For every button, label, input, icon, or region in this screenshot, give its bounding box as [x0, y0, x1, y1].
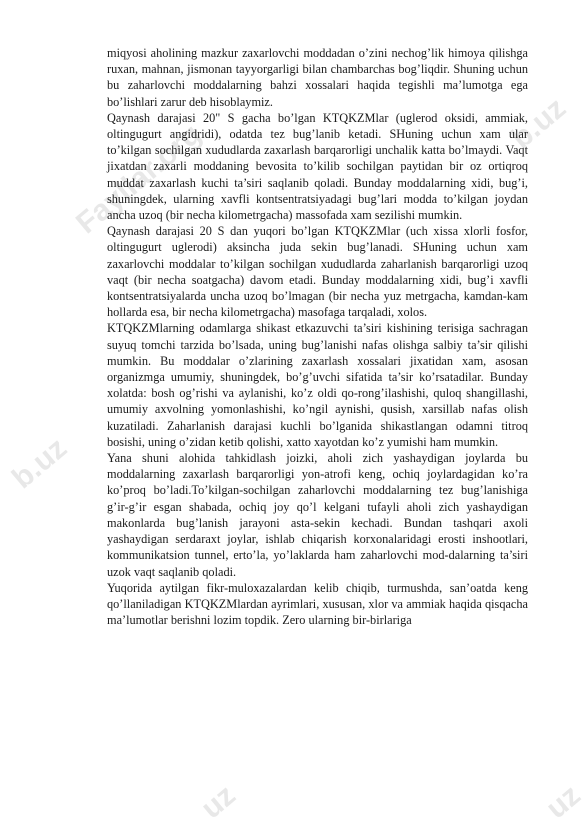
paragraph: Yuqorida aytilgan fikr-muloxazalardan kelib chiqib, turmushda, san’oatda keng qo’llaniladigan KTQKZMlardan ayrimlari, xususan, xlor va ammiak haqida qisqacha ma’lumotlar berishni lozim topdik. Zero ularning bir-birlariga [107, 580, 528, 628]
watermark-text: Fayllar.org [70, 117, 208, 241]
paragraph: miqyosi aholining mazkur zaxarlovchi moddadan o’zini nechog’lik himoya qilishga ruxan, mahnan, jismonan tayyorgarligi bilan chambarchas bog’liqdir. Shuning uchun bu zaharlovchi moddalarning bahzi xossalari haqida tegishli ma’lumotga ega bo’lishlari zarur deb hisoblaymiz. [107, 46, 528, 109]
watermark-text: uz [540, 778, 587, 826]
paragraph: Yana shuni alohida tahkidlash joizki, aholi zich yashaydigan joylarda bu moddalarning zaxarlash barqarorligi yon-atrofi keng, ochiq joylardagidan ko’ra ko’proq bo’ladi.To’kilgan-sochilgan zaharlovchi moddalarning tez bug’lanishiga g’ir-g’ir esgan shabada, ochiq joy qo’l kelgani tufayli aholi zich yashaydigan makonlarda bug’lanish jarayoni asta-sekin kechadi. Bundan tashqari axoli yashaydigan serdaraxt joylar, ishlab chiqarish korxonalaridagi erosti inshootlari, kommunikatsion tunnel, erto’la, yo’laklarda ham zaharlovchi mod-dalarning ta’siri uzok vaqt saqlanib qoladi. [107, 451, 528, 579]
document-body [107, 45, 528, 628]
watermark-text: b.uz [505, 91, 573, 156]
paragraph: KTQKZMlarning odamlarga shikast etkazuvchi ta’siri kishining terisiga sachragan suyuq tomchi tarzida bo’lsada, uning bug’lanishi nafas olishga salbiy ta’sir qilishi mumkin. Bu moddalar o’zlarining zaxarlash xossalari jixatidan xam, asosan organizmga umumiy, shuningdek, bo’g’uvchi sifatida ta’sir ko’rsatadilar. Bunday xolatda: bosh og’rishi va aylanishi, ko’z oldi qo-rong’ilashishi, quloq shangillashi, umumiy axvolning yomonlashishi, ko’ngil aynishi, qusish, xarsillab nafas olish kuzatiladi. Zaharlanish darajasi kuchli bo’lganida shikastlangan odamni titroq bosishi, uning o’zidan ketib qolishi, xatto xayotdan ko’z yumishi ham mumkin. [107, 321, 528, 449]
paragraph: Qaynash darajasi 20 S dan yuqori bo’lgan KTQKZMlar (uch xissa xlorli fosfor, oltingugurt uglerodi) aksincha juda sekin bug’lanadi. SHuning uchun xam zaxarlovchi moddalar to’kilgan sochilgan xududlarda zaharlanish barqarorligi uzoq vaqt (bir necha soatgacha) davom etadi. Bunday moddalarning xidi, bug’i xavfli kontsentratsiyalarda uncha uzoq bo’lmagan (bir necha yuz metrgacha, kamdan-kam hollarda esa, bir necha kilometrgacha) masofaga tarqaladi, xolos. [107, 224, 528, 320]
watermark-text: uz [195, 778, 242, 826]
watermark-text: b.uz [6, 431, 74, 496]
paragraph: Qaynash darajasi 20" S gacha bo’lgan KTQKZMlar (uglerod oksidi, ammiak, oltingugurt angidridi), odatda tez bug’lanib ketadi. SHuning uchun xam ular to’kilgan sochilgan xududlarda zaxarlash barqarorligi unchalik katta bo’lmaydi. Vaqt jixatdan zaxarli moddaning bevosita to’kilib sochilgan paytidan bir oz ortiqroq muddat zaxarlash kuchi ta’siri saqlanib qoladi. Bunday moddalarning xidi, bug’i, shuningdek, ularning xavfli kontsentratsiyadagi bug’lari modda to’kilgan joydan ancha uzoq (bir necha kilometrgacha) massofada xam sezilishi mumkin. [107, 110, 528, 223]
